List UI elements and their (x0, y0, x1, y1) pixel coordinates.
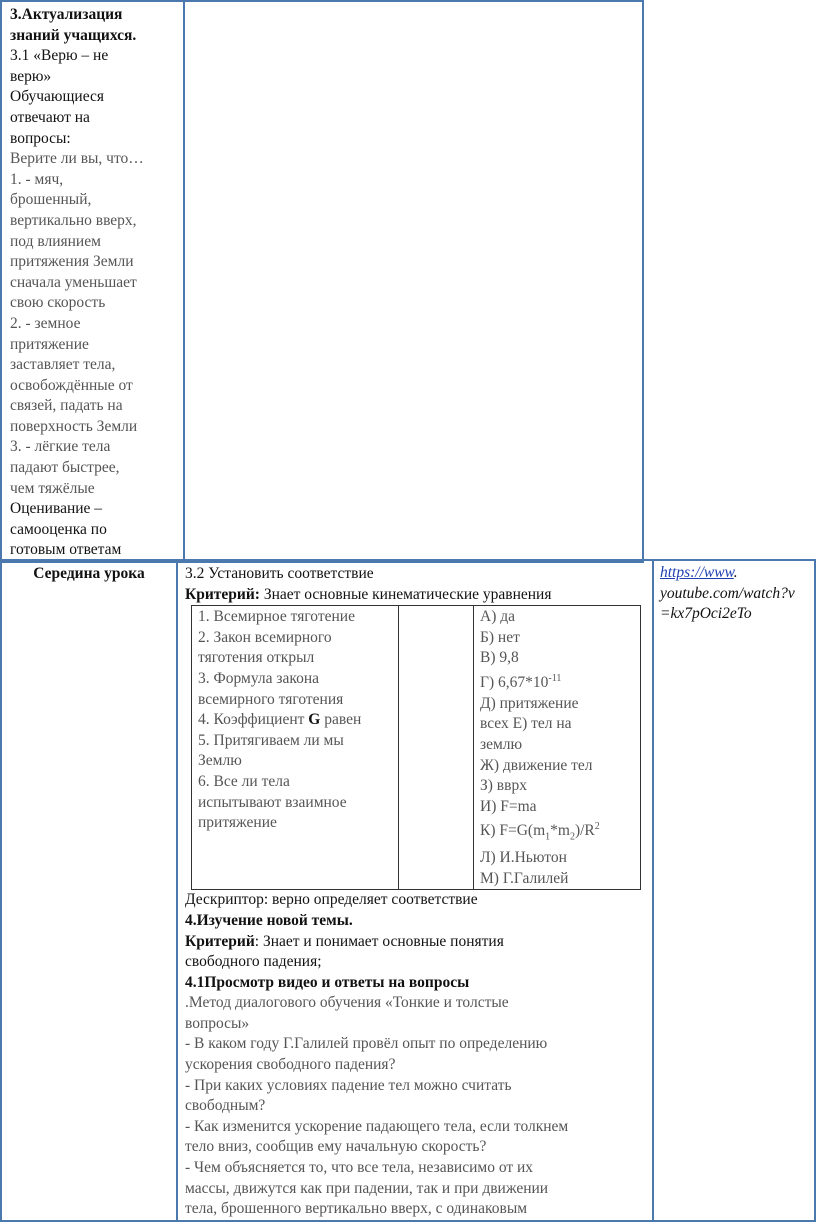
question-line: - При каких условиях падение тел можно считать (185, 1076, 512, 1094)
video-link[interactable]: https://www. (660, 564, 738, 581)
criterion-text: Знает основные кинематические уравнения (259, 585, 552, 603)
text-line: вопросы: (10, 129, 71, 147)
match-left-item: 4. Коэффициент G равен (198, 711, 362, 729)
text-line: сначала уменьшает (10, 273, 137, 291)
match-left-column (192, 606, 399, 890)
text-line: поверхность Земли (10, 417, 138, 435)
task-heading: 3.2 Установить соответствие (185, 565, 374, 582)
text-line: освобождённые от (10, 376, 133, 394)
resource-cell (653, 560, 815, 1221)
text-line: падают быстрее, (10, 459, 120, 477)
text-line: 3.1 «Верю – не (10, 47, 109, 65)
match-right-item: З) вврх (480, 777, 527, 795)
match-left-item: всемирного тяготения (198, 690, 344, 708)
match-right-item: землю (480, 735, 523, 753)
criterion-label: Критерий: (185, 585, 260, 603)
match-right-item: Д) притяжение (480, 694, 579, 712)
text-line: под влиянием (10, 232, 101, 250)
question-line: тела, брошенного вертикально вверх, с одинаковым (185, 1200, 528, 1218)
question-line: ускорения свободного падения? (185, 1056, 396, 1074)
match-right-item: М) Г.Галилей (480, 869, 569, 887)
match-right-item: Г) $6,67*10^{-11}$ (480, 672, 562, 692)
match-left-item: 6. Все ли тела (198, 772, 290, 790)
match-right-item: Б) нет (480, 628, 520, 646)
text-line: заставляет тела, (10, 356, 116, 374)
text-line: Обучающиеся (10, 88, 104, 106)
text-line: брошенный, (10, 191, 92, 209)
question-line: .Метод диалогового обучения «Тонкие и толстые (185, 994, 509, 1012)
match-left-item: притяжение (198, 814, 277, 832)
text-line: 3. - лёгкие тела (10, 438, 111, 456)
match-left-item: 5. Притягиваем ли мы (198, 731, 344, 749)
question-line: - В каком году Г.Галилей провёл опыт по определению (185, 1035, 548, 1053)
question-line: массы, движутся как при падении, так и при движении (185, 1179, 549, 1197)
section-3-table (0, 0, 644, 563)
match-left-item: 1. Всемирное тяготение (198, 608, 355, 626)
video-link-line2[interactable]: youtube.com/watch?v (660, 584, 795, 602)
question-line: вопросы» (185, 1014, 250, 1032)
match-right-item: И) F=ma (480, 797, 537, 815)
match-left-item: 2. Закон всемирного (198, 628, 332, 646)
text-line: отвечают на (10, 108, 90, 126)
activity-cell (177, 560, 653, 1221)
questions-block (185, 993, 652, 1220)
text-line: вертикально вверх, (10, 211, 137, 229)
text-line: притяжение (10, 335, 89, 353)
criterion2-label: Критерий (185, 932, 255, 950)
text-line: готовым ответам (10, 541, 122, 559)
text-line: Оценивание – (10, 500, 103, 518)
match-answer-column (399, 606, 474, 890)
descriptor-text: Дескриптор: верно определяет соответствие (185, 891, 478, 909)
text-line: 1. - мяч, (10, 170, 64, 188)
middle-lesson-table (0, 559, 816, 1222)
section-3-text (10, 5, 183, 561)
match-left-item: Землю (198, 752, 242, 770)
match-left-item: испытывают взаимное (198, 793, 347, 811)
match-right-item: А) да (480, 608, 515, 626)
matching-table (191, 605, 641, 890)
match-right-column (474, 606, 641, 890)
question-line: свободным? (185, 1097, 266, 1115)
text-line: верю» (10, 67, 52, 85)
video-link-line3[interactable]: =kx7pOci2eTo (660, 605, 752, 623)
text-line: свою скорость (10, 294, 106, 312)
match-right-item: Ж) движение тел (480, 756, 593, 774)
section-3-middle-cell (184, 1, 643, 562)
stage-label-cell (1, 560, 177, 1221)
text-line: связей, падать на (10, 397, 123, 415)
stage-label: Середина урока (33, 565, 145, 582)
text-line: 2. - земное (10, 314, 81, 332)
criterion2-line (185, 932, 652, 953)
text-line: самооценка по (10, 520, 107, 538)
question-line: тело вниз, сообщив ему начальную скорость? (185, 1138, 487, 1156)
question-line: - Чем объясняется то, что все тела, независимо от их (185, 1159, 534, 1177)
text-line: Верите ли вы, что… (10, 150, 144, 168)
section-3-left-cell (1, 1, 184, 562)
text-line: 3.Актуализация (10, 6, 123, 23)
text-line: притяжения Земли (10, 253, 134, 271)
match-right-item: К) $F=G(m_1*m_2)/R^2$ (480, 821, 600, 843)
match-right-item: Л) И.Ньютон (480, 849, 567, 867)
text-line: знаний учащихся. (10, 26, 137, 44)
match-left-item: тяготения открыл (198, 649, 315, 667)
section-41-heading: 4.1Просмотр видео и ответы на вопросы (185, 973, 470, 991)
section-4-heading: 4.Изучение новой темы. (185, 911, 353, 929)
criterion2-text: : Знает и понимает основные понятия (254, 932, 504, 950)
video-link-part1[interactable]: https://www (660, 564, 734, 581)
question-line: - Как изменится ускорение падающего тела, если толкнем (185, 1117, 569, 1135)
match-left-item: 3. Формула закона (198, 669, 320, 687)
match-right-item: всех Е) тел на (480, 715, 572, 733)
text-line: чем тяжёлые (10, 479, 95, 497)
criterion-line (185, 585, 652, 606)
match-right-item: В) 9,8 (480, 649, 519, 667)
criterion2-line2: свободного падения; (185, 953, 322, 971)
